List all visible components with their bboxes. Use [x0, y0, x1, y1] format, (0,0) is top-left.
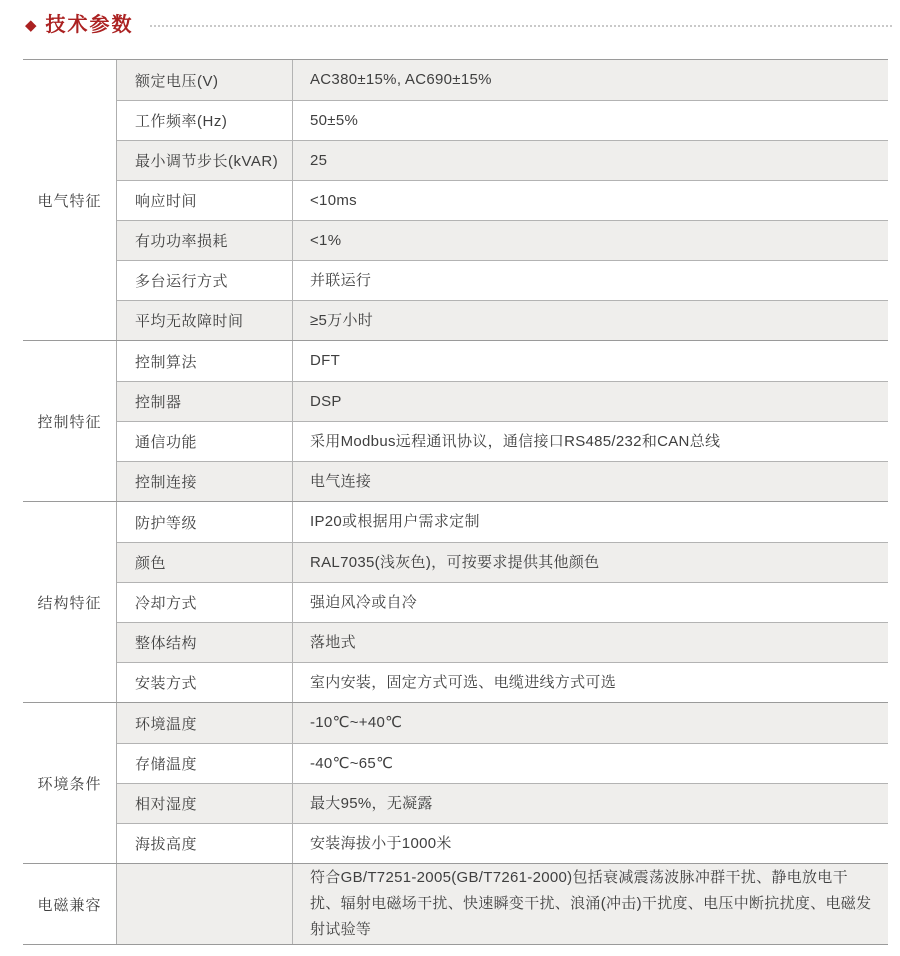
category-label: 结构特征: [23, 502, 117, 702]
section-control: [23, 340, 888, 501]
param-label: 存储温度: [117, 744, 293, 783]
param-label: 相对湿度: [117, 784, 293, 823]
param-label: 通信功能: [117, 422, 293, 461]
table-row: [117, 381, 888, 421]
param-label: [117, 864, 293, 944]
table-row: [117, 502, 888, 542]
table-row: [117, 341, 888, 381]
section-structure: [23, 501, 888, 702]
table-row: [117, 703, 888, 743]
param-label: 控制连接: [117, 462, 293, 501]
param-label: 颜色: [117, 543, 293, 582]
diamond-icon: ◆: [25, 16, 37, 34]
param-value: -40℃~65℃: [310, 754, 394, 772]
param-value: DSP: [310, 392, 342, 410]
param-label: 冷却方式: [117, 583, 293, 622]
param-label: 最小调节步长(kVAR): [117, 141, 293, 180]
param-label: 整体结构: [117, 623, 293, 662]
category-label: 电磁兼容: [23, 864, 117, 944]
param-value: 符合GB/T7251-2005(GB/T7261-2000)包括衰减震荡波脉冲群干扰、静电放电干扰、辐射电磁场干扰、快速瞬变干扰、浪涌(冲击)干扰度、电压中断抗扰度、电磁发射试验等: [310, 869, 872, 938]
param-value: <1%: [310, 231, 342, 249]
param-value: 电气连接: [310, 472, 372, 490]
table-row: [117, 823, 888, 863]
table-row: [117, 60, 888, 100]
param-label: 响应时间: [117, 181, 293, 220]
table-row: [117, 461, 888, 501]
param-value: 强迫风冷或自冷: [310, 593, 418, 611]
param-label: 控制算法: [117, 341, 293, 381]
section-emc: [23, 863, 888, 944]
dotted-divider: [150, 25, 892, 27]
param-value: -10℃~+40℃: [310, 714, 403, 731]
param-value: 50±5%: [310, 111, 359, 129]
param-label: 有功功率损耗: [117, 221, 293, 260]
param-label: 海拔高度: [117, 824, 293, 863]
param-value: 最大95%，无凝露: [310, 794, 433, 812]
table-row: [117, 743, 888, 783]
param-value: <10ms: [310, 191, 357, 209]
param-value: 落地式: [310, 633, 356, 651]
table-row: [117, 662, 888, 702]
section-electrical: [23, 60, 888, 340]
section-environment: [23, 702, 888, 863]
table-row: [117, 622, 888, 662]
param-value: DFT: [310, 352, 341, 369]
table-row: [117, 100, 888, 140]
param-label: 平均无故障时间: [117, 301, 293, 340]
param-label: 环境温度: [117, 703, 293, 743]
param-value: 室内安装，固定方式可选、电缆进线方式可选: [310, 673, 617, 691]
table-row: [117, 542, 888, 582]
table-row: [117, 180, 888, 220]
table-row: [117, 421, 888, 461]
param-label: 工作频率(Hz): [117, 101, 293, 140]
page-title: 技术参数: [45, 14, 134, 36]
category-label: 环境条件: [23, 703, 117, 863]
param-value: 安装海拔小于1000米: [310, 834, 452, 852]
param-value: RAL7035(浅灰色)，可按要求提供其他颜色: [310, 553, 600, 571]
param-label: 安装方式: [117, 663, 293, 702]
param-value: IP20或根据用户需求定制: [310, 513, 480, 530]
spec-table: [23, 59, 888, 945]
param-value: AC380±15%, AC690±15%: [310, 71, 492, 88]
table-row: [117, 864, 888, 944]
table-row: [117, 582, 888, 622]
table-row: [117, 260, 888, 300]
param-value: 25: [310, 151, 328, 169]
table-row: [117, 220, 888, 260]
param-value: 采用Modbus远程通讯协议，通信接口RS485/232和CAN总线: [310, 432, 721, 450]
section-header: [0, 0, 900, 36]
param-label: 多台运行方式: [117, 261, 293, 300]
table-row: [117, 140, 888, 180]
param-value: ≥5万小时: [310, 311, 374, 329]
param-value: 并联运行: [310, 271, 372, 289]
table-row: [117, 300, 888, 340]
category-label: 电气特征: [23, 60, 117, 340]
param-label: 防护等级: [117, 502, 293, 542]
param-label: 额定电压(V): [117, 60, 293, 100]
table-row: [117, 783, 888, 823]
param-label: 控制器: [117, 382, 293, 421]
category-label: 控制特征: [23, 341, 117, 501]
